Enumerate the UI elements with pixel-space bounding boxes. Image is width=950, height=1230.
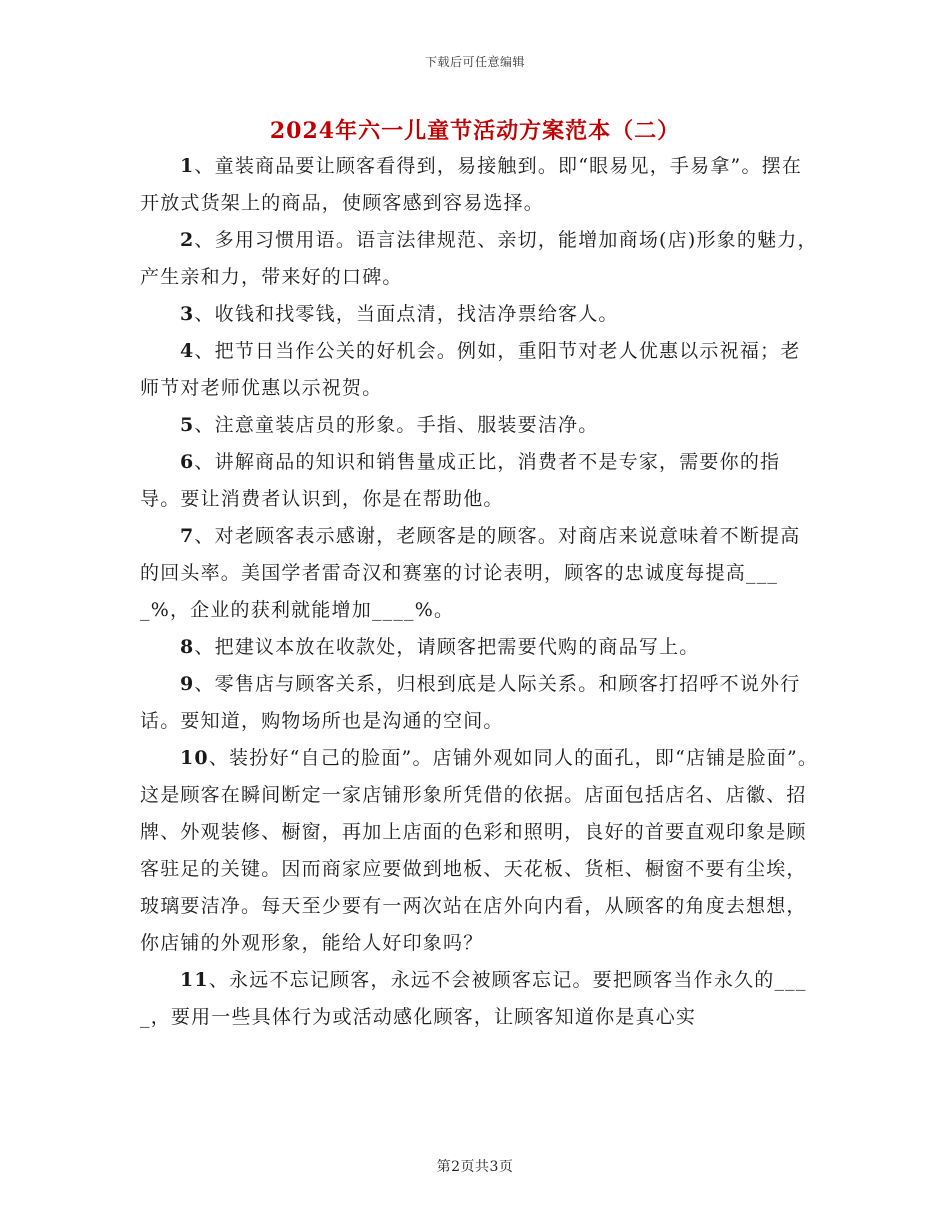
item-number: 8 [180,636,195,658]
item-number: 2 [180,229,195,251]
paragraph-4 [140,333,820,407]
paragraph-text: 、把建议本放在收款处，请顾客把需要代购的商品写上。 [194,636,700,658]
paragraph-1 [140,148,820,222]
item-number: 11 [180,969,209,991]
document-body [140,148,820,1036]
paragraph-text: 、永远不忘记顾客，永远不会被顾客忘记。要把顾客当作永久的____，要用一些具体行为或活动感化顾客，让顾客知道你是真心实 [140,969,807,1028]
item-number: 6 [180,451,195,473]
paragraph-text: 、对老顾客表示感谢，老顾客是的顾客。对商店来说意味着不断提高的回头率。美国学者雷奇汉和赛塞的讨论表明，顾客的忠诚度每提高____%，企业的获利就能增加____%。 [140,525,801,621]
paragraph-2 [140,222,820,296]
paragraph-text: 、讲解商品的知识和销售量成正比，消费者不是专家，需要你的指导。要让消费者认识到，你是在帮助他。 [140,451,781,510]
item-number: 1 [180,155,195,177]
paragraph-6 [140,444,820,518]
paragraph-8 [140,629,820,666]
paragraph-9 [140,666,820,740]
paragraph-text: 、零售店与顾客关系，归根到底是人际关系。和顾客打招呼不说外行话。要知道，购物场所也是沟通的空间。 [140,673,801,732]
page-footer: 第2页共3页 [436,1159,514,1175]
paragraph-11 [140,962,820,1036]
item-number: 9 [180,673,195,695]
paragraph-text: 、多用习惯用语。语言法律规范、亲切，能增加商场(店)形象的魅力，产生亲和力，带来好的口碑。 [140,229,818,288]
item-number: 3 [180,303,195,325]
paragraph-5 [140,407,820,444]
item-number: 7 [180,525,195,547]
paragraph-text: 、童装商品要让顾客看得到，易接触到。即“眼易见，手易拿”。摆在开放式货架上的商品，使顾客感到容易选择。 [140,155,803,214]
item-number: 5 [180,414,195,436]
item-number: 10 [180,747,209,769]
paragraph-text: 、收钱和找零钱，当面点清，找洁净票给客人。 [194,303,619,325]
paragraph-10 [140,740,820,962]
paragraph-text: 、装扮好“自己的脸面”。店铺外观如同人的面孔，即“店铺是脸面”。这是顾客在瞬间断定一家店铺形象所凭借的依据。店面包括店名、店徽、招牌、外观装修、橱窗，再加上店面的色彩和照明，良好的首要直观印象是顾客驻足的关键。因而商家应要做到地板、天花板、货柜、橱窗不要有尘埃，玻璃要洁净。每天至少要有一两次站在店外向内看，从顾客的角度去想想，你店铺的外观形象，能给人好印象吗？ [140,747,819,954]
header-note: 下载后可任意编辑 [424,55,525,69]
paragraph-text: 、把节日当作公关的好机会。例如，重阳节对老人优惠以示祝福；老师节对老师优惠以示祝贺。 [140,340,801,399]
paragraph-7 [140,518,820,629]
item-number: 4 [180,340,195,362]
document-title: 2024年六一儿童节活动方案范本（二） [269,118,681,144]
paragraph-text: 、注意童装店员的形象。手指、服装要洁净。 [194,414,599,436]
paragraph-3 [140,296,820,333]
